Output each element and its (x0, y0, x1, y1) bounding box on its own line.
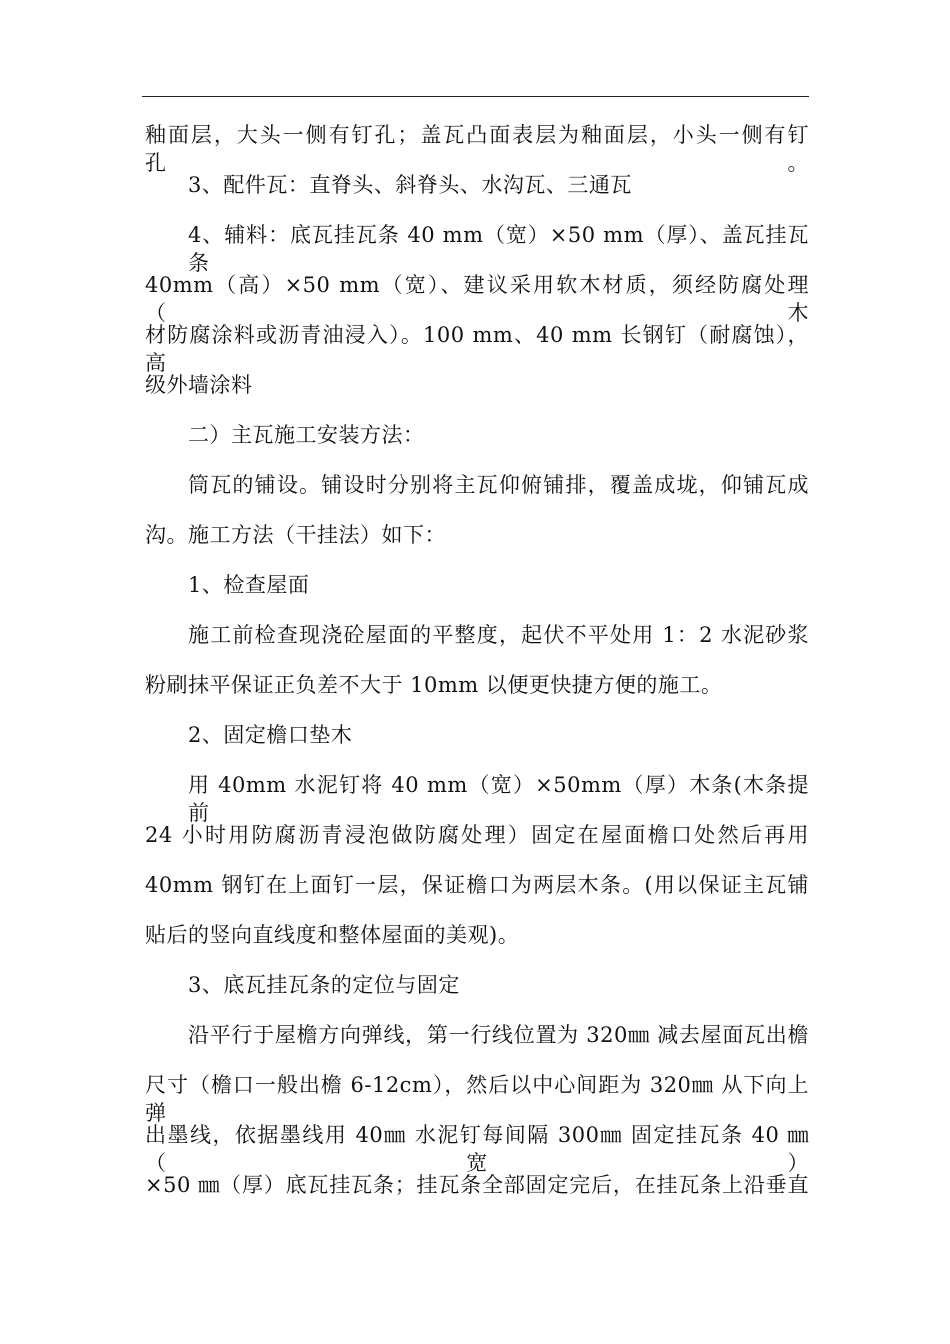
section-heading: 二）主瓦施工安装方法： (188, 423, 425, 447)
text-line: 40mm 钢钉在上面钉一层，保证檐口为两层木条。(用以保证主瓦铺 (145, 873, 809, 897)
subsection-heading: 1、检查屋面 (188, 573, 310, 597)
subsection-heading: 2、固定檐口垫木 (188, 723, 353, 747)
text-line: 施工前检查现浇砼屋面的平整度，起伏不平处用 1：2 水泥砂浆 (188, 623, 809, 647)
text-line: 贴后的竖向直线度和整体屋面的美观)。 (145, 923, 520, 947)
header-rule (142, 96, 809, 97)
text-line: 级外墙涂料 (145, 373, 253, 397)
text-line: 24 小时用防腐沥青浸泡做防腐处理）固定在屋面檐口处然后再用 (145, 823, 809, 847)
text-line: 材防腐涂料或沥青油浸入）。100 mm、40 mm 长钢钉（耐腐蚀），高 (145, 323, 809, 375)
text-line: 釉面层，大头一侧有钉孔；盖瓦凸面表层为釉面层，小头一侧有钉孔。 (145, 123, 809, 175)
subsection-heading: 3、底瓦挂瓦条的定位与固定 (188, 973, 460, 997)
text-line: 用 40mm 水泥钉将 40 mm（宽）×50mm（厚）木条(木条提前 (188, 773, 809, 825)
text-line: 出墨线，依据墨线用 40㎜ 水泥钉每间隔 300㎜ 固定挂瓦条 40 ㎜（宽） (145, 1123, 809, 1175)
text-line: 尺寸（檐口一般出檐 6-12cm），然后以中心间距为 320㎜ 从下向上弹 (145, 1073, 809, 1125)
text-line: 3、配件瓦：直脊头、斜脊头、水沟瓦、三通瓦 (188, 173, 632, 197)
text-line: 沿平行于屋檐方向弹线，第一行线位置为 320㎜ 减去屋面瓦出檐 (188, 1023, 809, 1047)
text-line: 筒瓦的铺设。铺设时分别将主瓦仰俯铺排，覆盖成垅，仰铺瓦成 (188, 473, 809, 497)
text-line: ×50 ㎜（厚）底瓦挂瓦条；挂瓦条全部固定完后，在挂瓦条上沿垂直 (145, 1173, 809, 1197)
text-line: 沟。施工方法（干挂法）如下： (145, 523, 446, 547)
text-line: 4、辅料：底瓦挂瓦条 40 mm（宽）×50 mm（厚）、盖瓦挂瓦条 (188, 223, 809, 275)
text-line: 粉刷抹平保证正负差不大于 10mm 以便更快捷方便的施工。 (145, 673, 723, 697)
text-line: 40mm（高）×50 mm（宽）、建议采用软木材质，须经防腐处理（木 (145, 273, 809, 325)
